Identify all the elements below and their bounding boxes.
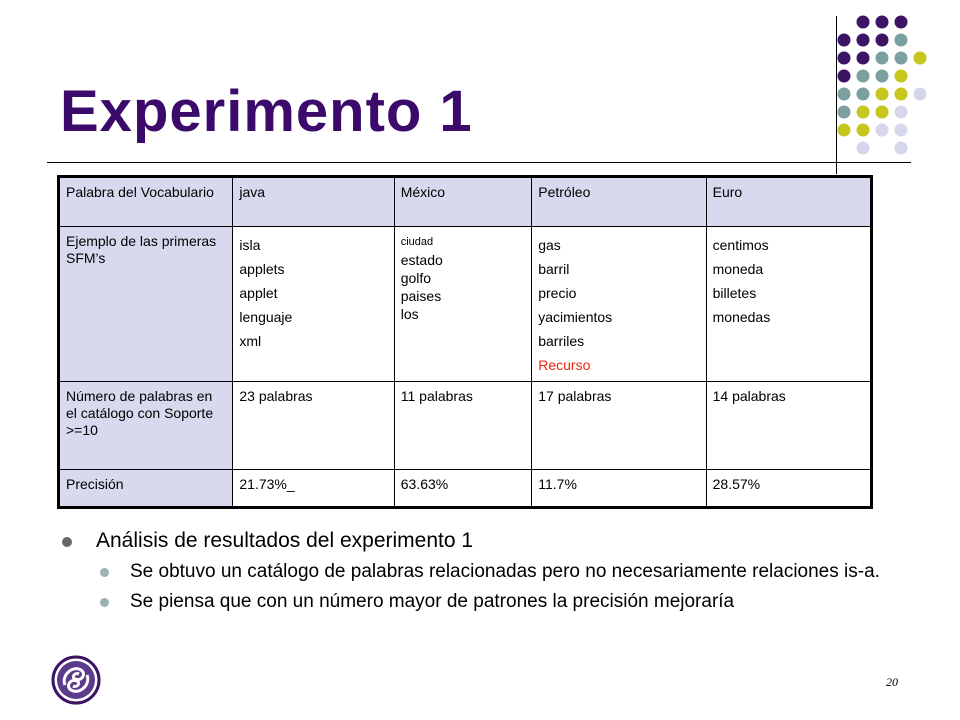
- page-number: 20: [886, 675, 898, 689]
- decorative-dot: [857, 34, 870, 47]
- decorative-dot: [895, 106, 908, 119]
- sfm-word: paises: [400, 288, 442, 304]
- sfm-word: applets: [239, 261, 285, 277]
- count-label: Número de palabras en el catálogo con Soporte >=10: [59, 382, 233, 470]
- decorative-dot: [838, 34, 851, 47]
- sfm-word: ciudad: [400, 236, 434, 248]
- bullet-sub-2: Se piensa que con un número mayor de patrones la precisión mejoraría: [60, 590, 910, 614]
- sfm-word: golfo: [400, 270, 432, 286]
- count-cell-mexico: 11 palabras: [394, 382, 532, 470]
- decorative-dot: [895, 142, 908, 155]
- sfm-word-highlighted: Recurso: [538, 357, 591, 373]
- sfm-row: [59, 227, 872, 382]
- decorative-dot: [876, 52, 889, 65]
- sfm-word: yacimientos: [538, 309, 613, 325]
- decorative-dot: [876, 106, 889, 119]
- sfm-word: los: [400, 306, 419, 322]
- precision-label: Precisión: [59, 470, 233, 508]
- sfm-word: precio: [538, 285, 577, 301]
- slide-title: Experimento 1: [60, 79, 473, 144]
- sfm-word: applet: [239, 285, 278, 301]
- bullet-main: Análisis de resultados del experimento 1: [60, 528, 910, 554]
- header-cell-java: java: [233, 177, 394, 227]
- sfm-word: estado: [400, 252, 443, 268]
- precision-cell-java: 21.73%_: [233, 470, 394, 508]
- vertical-rule: [836, 16, 837, 174]
- precision-cell-petroleo: 11.7%: [532, 470, 706, 508]
- count-cell-petroleo: 17 palabras: [532, 382, 706, 470]
- decorative-dot: [838, 52, 851, 65]
- sfm-word: billetes: [712, 285, 757, 301]
- bullet-list: [60, 528, 910, 614]
- precision-cell-mexico: 63.63%: [394, 470, 532, 508]
- decorative-dot: [914, 88, 927, 101]
- sfm-word: barril: [538, 261, 570, 277]
- sfm-cell-java: [233, 227, 394, 382]
- decorative-dot: [876, 16, 889, 29]
- sfm-cell-petroleo: [532, 227, 706, 382]
- decorative-dot: [838, 88, 851, 101]
- count-cell-java: 23 palabras: [233, 382, 394, 470]
- sfm-word: monedas: [712, 309, 771, 325]
- sfm-word: lenguaje: [239, 309, 293, 325]
- sfm-word: centimos: [712, 237, 769, 253]
- decorative-dot: [895, 16, 908, 29]
- decorative-dot: [857, 106, 870, 119]
- decorative-dot: [895, 70, 908, 83]
- decorative-dot: [838, 70, 851, 83]
- sfm-word: gas: [538, 237, 561, 253]
- decorative-dot: [895, 124, 908, 137]
- precision-cell-euro: 28.57%: [706, 470, 871, 508]
- decorative-dot: [857, 52, 870, 65]
- decorative-dot: [876, 88, 889, 101]
- decorative-dot: [857, 70, 870, 83]
- decorative-dot: [857, 124, 870, 137]
- header-cell-vocab: Palabra del Vocabulario: [59, 177, 233, 227]
- sfm-cell-euro: [706, 227, 871, 382]
- decorative-dot: [876, 124, 889, 137]
- results-table: [57, 175, 873, 509]
- decorative-dot: [857, 88, 870, 101]
- decorative-dot: [857, 16, 870, 29]
- count-row: [59, 382, 872, 470]
- header-cell-petroleo: Petróleo: [532, 177, 706, 227]
- decorative-dot: [895, 34, 908, 47]
- decorative-dot: [838, 124, 851, 137]
- decorative-dot: [838, 106, 851, 119]
- count-cell-euro: 14 palabras: [706, 382, 871, 470]
- sfm-word: barriles: [538, 333, 585, 349]
- header-row: [59, 177, 872, 227]
- sfm-label: Ejemplo de las primeras SFM’s: [59, 227, 233, 382]
- sfm-cell-mexico: [394, 227, 532, 382]
- title-underline: [47, 162, 911, 163]
- decorative-dot: [895, 52, 908, 65]
- precision-row: [59, 470, 872, 508]
- decorative-dot: [914, 52, 927, 65]
- decorative-dot: [895, 88, 908, 101]
- header-cell-euro: Euro: [706, 177, 871, 227]
- logo-icon: [51, 655, 101, 705]
- sfm-word: isla: [239, 237, 261, 253]
- decorative-dot: [876, 34, 889, 47]
- sfm-word: moneda: [712, 261, 764, 277]
- bullet-sub-1: Se obtuvo un catálogo de palabras relacionadas pero no necesariamente relaciones is-a.: [60, 560, 910, 584]
- sfm-word: xml: [239, 333, 262, 349]
- decorative-dot: [857, 142, 870, 155]
- decorative-dot: [876, 70, 889, 83]
- header-cell-mexico: México: [394, 177, 532, 227]
